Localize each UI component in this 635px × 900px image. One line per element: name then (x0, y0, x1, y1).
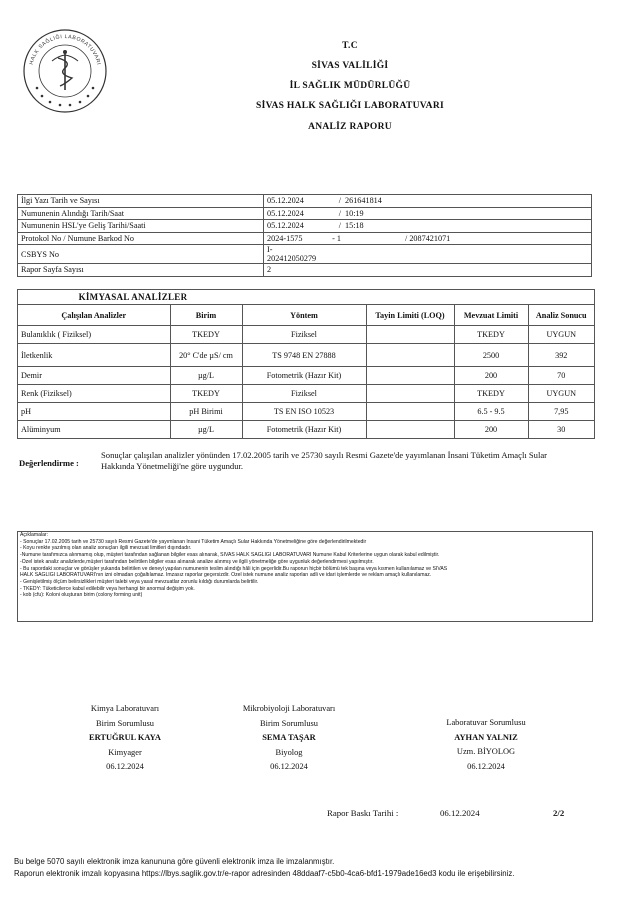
svg-text:HALK SAĞLIĞI LABORATUVARI: HALK SAĞLIĞI LABORATUVARI (28, 33, 102, 66)
info-value-primary: 05.12.2024 (267, 221, 304, 231)
table-cell: Alüminyum (18, 421, 170, 439)
header-report-title: ANALİZ RAPORU (308, 122, 392, 132)
note-line: -Numune tarafımızca alınmamış olup, müşteri tarafından sağlanan bilgiler esas alınarak, SİVAS HALK SAĞLIĞI LABORATUVARI Numune Kabul Kriterlerine uygun olarak kabul edilmiştir. (20, 552, 440, 559)
table-cell: 30 (528, 421, 594, 439)
info-label: İlgi Yazı Tarih ve Sayısı (18, 195, 264, 208)
table-cell: 2500 (454, 344, 528, 367)
sig-dept: Mikrobiyoloji Laboratuvarı (242, 704, 336, 713)
explanations-box (17, 531, 593, 622)
note-line: - TKEDY: Tüketicilerce kabul edilebilir veya herhangi bir anormal değişim yok. (20, 585, 195, 592)
sig-date: 06.12.2024 (270, 762, 308, 771)
signature-microbiology (204, 702, 374, 775)
info-separator: - 1 (332, 233, 341, 243)
table-cell: Demir (18, 367, 170, 385)
info-separator: / (338, 196, 341, 206)
footer-esign-note: Bu belge 5070 sayılı elektronik imza kanununa göre güvenli elektronik imza ile imzalanmıştır. (14, 857, 335, 866)
note-line: - Sonuçlar 17.02.2005 tarih ve 25730 sayılı Resmi Gazete'de yayımlanan İnsani Tüketim Amaçlı Sular Hakkında Yönetmeliğine göre değerlendirilmektedir (20, 538, 367, 545)
print-date-value: 06.12.2024 (440, 808, 480, 818)
info-value (264, 220, 592, 233)
table-cell: 20° C'de µS/ cm (170, 344, 242, 367)
table-cell: UYGUN (528, 385, 594, 403)
info-row (18, 220, 592, 233)
table-cell: Renk (Fiziksel) (18, 385, 170, 403)
sig-role: Birim Sorumlusu (260, 718, 318, 728)
ministry-seal-logo (22, 28, 108, 114)
note-line: - Koyu renkte yazılmış olan analiz sonuçları ilgili mevzuat limitleri dışındadır. (20, 545, 192, 552)
info-value-secondary: / 2087421071 (405, 233, 451, 243)
table-cell (366, 344, 454, 367)
column-header: Birim (170, 305, 242, 326)
sig-name: ERTUĞRUL KAYA (89, 733, 161, 742)
info-value-primary: 2 (267, 265, 272, 275)
table-cell: Fiziksel (242, 385, 366, 403)
table-row (18, 385, 594, 403)
info-row (18, 195, 592, 208)
table-cell: UYGUN (528, 326, 594, 344)
table-cell: İletkenlik (18, 344, 170, 367)
sig-name: AYHAN YALNIZ (454, 732, 518, 742)
note-line: - Genişletilmiş ölçüm belirsizlikleri müşteri talebi veya yasal mevzuatlar zorunlu kıldığı durumlarda belirtilir. (20, 578, 259, 585)
note-line: HALK SAĞLIĞI LABORATUVARI'nın izni olmadan çoğaltılamaz. İmzasız raporlar geçersizdir. Özel istek numune analiz raporları adli ve idari işlemlerde ve reklam amaçlı kullanılamaz. (20, 572, 432, 579)
info-value-primary: 2024-1575 (267, 233, 303, 243)
sig-title: Uzm. BİYOLOG (456, 747, 516, 756)
sig-title: Biyolog (275, 747, 303, 757)
sig-dept: Kimya Laboratuvarı (90, 704, 160, 713)
page-number: 2/2 (553, 808, 565, 818)
sig-dept: Laboratuvar Sorumlusu (446, 718, 526, 727)
info-value (264, 195, 592, 208)
signature-chemistry (40, 702, 210, 775)
column-header: Tayin Limiti (LOQ) (366, 305, 454, 326)
info-value-secondary: 15:18 (345, 221, 364, 231)
signature-lab-manager (401, 716, 571, 774)
table-cell: pH Birimi (170, 403, 242, 421)
table-row (18, 403, 594, 421)
header-directorate: İL SAĞLIK MÜDÜRLÜĞÜ (289, 81, 411, 91)
sample-info-table (17, 194, 592, 277)
table-cell: TS 9748 EN 27888 (242, 344, 366, 367)
info-row (18, 232, 592, 245)
note-line: -Özel istek analiz analizlerde,müşteri tarafından belirtilen bilgiler esas alınarak analize alınmış ve ilgili yönetmeliğe göre uygunluk değerlendirmesi yapılmıştır. (20, 558, 374, 565)
table-cell: TS EN ISO 10523 (242, 403, 366, 421)
column-header: Yöntem (242, 305, 366, 326)
table-cell: 200 (454, 421, 528, 439)
info-separator: / (338, 208, 341, 218)
info-row (18, 207, 592, 220)
header-tc: T.C (342, 41, 358, 51)
info-row (18, 245, 592, 264)
chemical-analyses-section (17, 289, 595, 439)
table-cell: TKEDY (454, 385, 528, 403)
chemical-analyses-table (18, 304, 594, 438)
info-label: CSBYS No (18, 245, 264, 264)
note-line: Açıklamalar: (20, 532, 49, 538)
info-value (264, 245, 592, 264)
info-value-secondary: 261641814 (345, 196, 382, 206)
evaluation-label: Değerlendirme : (19, 458, 79, 468)
info-separator: / (338, 221, 341, 231)
info-value (264, 207, 592, 220)
table-cell: 7,95 (528, 403, 594, 421)
table-cell: Fotometrik (Hazır Kit) (242, 421, 366, 439)
sig-title: Kimyager (108, 747, 142, 757)
table-cell: µg/L (170, 421, 242, 439)
chemical-analyses-title: KİMYASAL ANALİZLER (78, 292, 188, 302)
table-cell: Bulanıklık ( Fiziksel) (18, 326, 170, 344)
header-governorship: SİVAS VALİLİĞİ (311, 61, 389, 71)
table-row (18, 344, 594, 367)
table-cell (366, 403, 454, 421)
sig-name: SEMA TAŞAR (262, 733, 316, 742)
column-header: Çalışılan Analizler (18, 305, 170, 326)
column-header: Analiz Sonucu (528, 305, 594, 326)
sig-date: 06.12.2024 (467, 761, 505, 771)
evaluation-text: Sonuçlar çalışılan analizler yönünden 17.02.2005 tarih ve 25730 sayılı Resmi Gazete'de yayımlanan İnsani Tüketim Amaçlı Sular Hakkında Yönetmeliği'ne göre uygundur. (101, 450, 548, 471)
table-row (18, 367, 594, 385)
table-row (18, 421, 594, 439)
sig-date: 06.12.2024 (106, 762, 144, 771)
table-cell (366, 385, 454, 403)
table-cell: 392 (528, 344, 594, 367)
table-cell (366, 421, 454, 439)
table-cell: µg/L (170, 367, 242, 385)
info-row (18, 264, 592, 277)
info-label: Rapor Sayfa Sayısı (18, 264, 264, 277)
note-line: - kob (cfu): Koloni oluşturan birim (colony forming unit) (20, 592, 143, 599)
table-cell: 200 (454, 367, 528, 385)
table-cell: TKEDY (454, 326, 528, 344)
table-cell: TKEDY (170, 385, 242, 403)
table-row (18, 326, 594, 344)
note-line: - Bu rapordaki sonuçlar ve görüşler yukarıda belirtilen ve deneyi yapılan numunenin teslim alındığı hâli için geçerlidir.Bu raporun hiçbir bölümü tek başına veya kısmen kullanılamaz ve SİVAS (20, 565, 448, 572)
info-value (264, 264, 592, 277)
table-cell: Fiziksel (242, 326, 366, 344)
table-cell: TKEDY (170, 326, 242, 344)
column-header: Mevzuat Limiti (454, 305, 528, 326)
info-label: Numunenin HSL'ye Geliş Tarihi/Saati (18, 220, 264, 233)
table-cell: Fotometrik (Hazır Kit) (242, 367, 366, 385)
info-value-primary: I-202412050279 (267, 245, 317, 263)
info-label: Numunenin Alındığı Tarih/Saat (18, 207, 264, 220)
table-cell (366, 367, 454, 385)
info-value-primary: 05.12.2024 (267, 208, 304, 218)
footer-verify-link: Raporun elektronik imzalı kopyasına https://lbys.saglik.gov.tr/e-rapor adresinden 48ddaaf7-c5b0-4ca6-bfd1-1979ade16ed3 kodu ile erişebilirsiniz. (14, 869, 515, 878)
print-date-label: Rapor Baskı Tarihi : (327, 808, 399, 818)
info-value-secondary: 10:19 (345, 208, 364, 218)
header-laboratory: SİVAS HALK SAĞLIĞI LABORATUVARI (255, 101, 444, 111)
table-cell: 70 (528, 367, 594, 385)
info-label: Protokol No / Numune Barkod No (18, 232, 264, 245)
table-cell (366, 326, 454, 344)
info-value (264, 232, 592, 245)
table-cell: 6.5 - 9.5 (454, 403, 528, 421)
table-cell: pH (18, 403, 170, 421)
info-value-primary: 05.12.2024 (267, 196, 304, 206)
sig-role: Birim Sorumlusu (96, 718, 154, 728)
